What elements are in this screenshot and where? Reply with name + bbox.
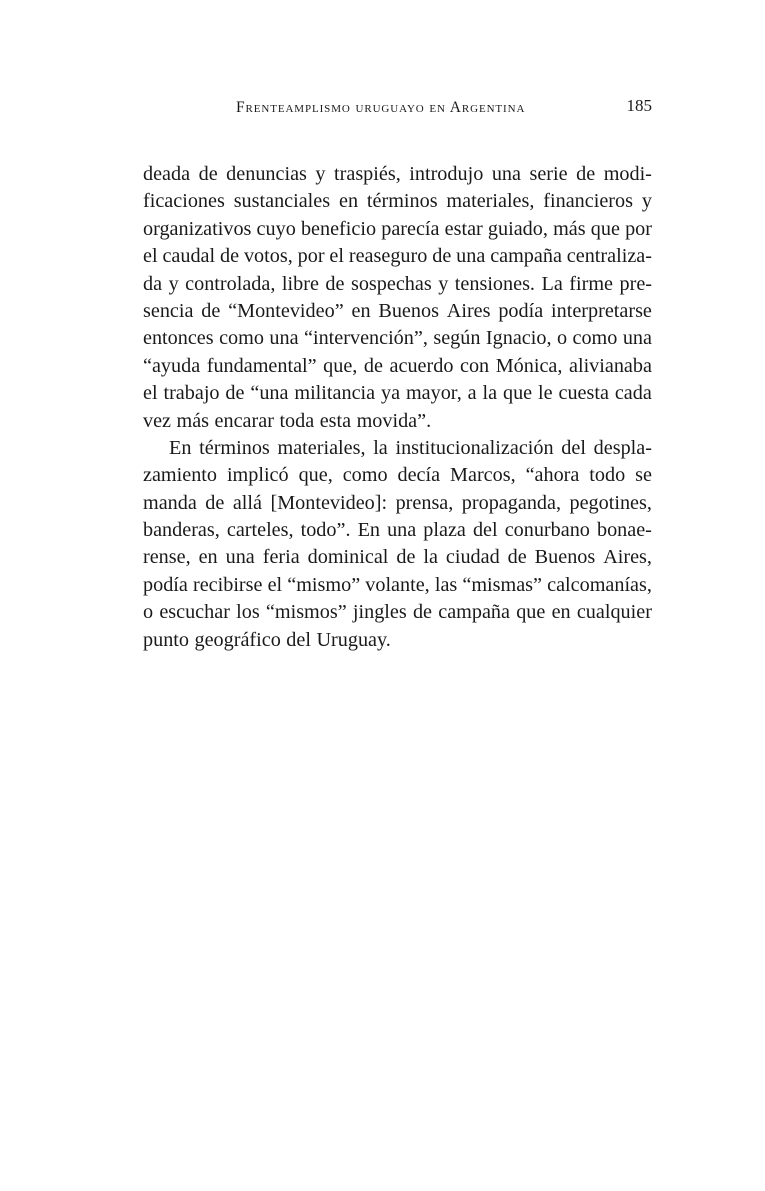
word: podía (498, 299, 544, 322)
text-line (143, 353, 652, 380)
word: firme (569, 272, 613, 295)
word: cuyo (256, 217, 296, 240)
word: Aires (446, 299, 491, 322)
word: feria (262, 546, 300, 569)
word: de (225, 382, 245, 405)
text-line (143, 572, 652, 599)
word: introdujo (409, 163, 484, 185)
word: que, (298, 464, 333, 487)
word: modi- (603, 163, 652, 185)
text-line (143, 298, 652, 325)
word: cuesta (558, 382, 609, 405)
word: recibirse (192, 573, 263, 596)
word: o (143, 601, 154, 624)
text-line (143, 161, 652, 188)
word: sospechas (350, 272, 432, 295)
word: sencia (143, 299, 194, 322)
running-header (140, 96, 652, 122)
word: las (434, 573, 458, 596)
word: da (143, 272, 163, 295)
text-line (143, 408, 652, 435)
word: pegotines, (569, 491, 652, 514)
word: vez (143, 409, 172, 432)
word: tensiones. (454, 272, 535, 295)
word: una (387, 519, 417, 542)
word: una (269, 327, 299, 350)
word: en (551, 601, 571, 624)
body-text (143, 161, 652, 654)
word: el (267, 573, 283, 596)
word: una (456, 245, 486, 268)
word: punto (143, 628, 189, 651)
word: plaza (423, 519, 466, 542)
word: manda (143, 491, 197, 514)
text-line (143, 216, 652, 243)
word: del (286, 628, 311, 651)
word: la (373, 436, 388, 459)
word: “intervención”, (304, 327, 428, 350)
word: calcomanías, (547, 573, 652, 596)
word: en (338, 190, 359, 213)
word: institucionalización (395, 436, 554, 459)
word: prensa, (395, 491, 454, 514)
word: de (325, 272, 345, 295)
word: como (572, 327, 618, 350)
word: votos, (243, 245, 293, 268)
word: a (467, 382, 477, 405)
word: alivianaba (569, 354, 652, 377)
word: con (460, 354, 490, 377)
word: trabajo (163, 382, 220, 405)
word: el (143, 382, 158, 405)
word: volante, (365, 573, 430, 596)
word: propaganda, (461, 491, 562, 514)
word: despla- (593, 436, 652, 459)
word: Buenos (378, 299, 439, 322)
word: Mónica, (495, 354, 563, 377)
word: Buenos (534, 546, 596, 569)
word: y (438, 272, 449, 295)
word: como (219, 327, 264, 350)
text-line (143, 243, 652, 270)
word: del (472, 519, 498, 542)
word: denuncias (226, 163, 307, 185)
word: caudal (162, 245, 216, 268)
word: cada (614, 382, 652, 405)
word: el (329, 245, 344, 268)
word: por (297, 245, 325, 268)
word: el (143, 245, 158, 268)
word: interpretarse (551, 299, 652, 322)
word: “mismas” (462, 573, 542, 596)
word: controlada, (185, 272, 276, 295)
word: militancia (294, 382, 376, 405)
word: “mismo” (287, 573, 361, 596)
text-line (143, 544, 652, 571)
word: acuerdo (389, 354, 454, 377)
word: que (502, 382, 533, 405)
text-line (143, 271, 652, 298)
word: conurbano (504, 519, 590, 542)
word: mayor, (405, 382, 462, 405)
word: de (205, 491, 225, 514)
word: “Montevideo” (228, 299, 344, 322)
word: le (538, 382, 553, 405)
word: [Montevideo]: (270, 491, 388, 514)
word: y (315, 163, 326, 185)
word: y (641, 190, 652, 213)
word: campaña (490, 245, 562, 268)
word: Ignacio, (485, 327, 552, 350)
text-line (143, 599, 652, 626)
word: toda (279, 409, 315, 432)
word: sustanciales (233, 190, 331, 213)
word: rense, (143, 546, 191, 569)
word: parecía (381, 217, 440, 240)
word: términos (366, 190, 438, 213)
word: materiales, (446, 190, 535, 213)
word: guiado, (487, 217, 548, 240)
word: que (590, 217, 620, 240)
word: ya (381, 382, 401, 405)
word: En (357, 519, 381, 542)
word: según (433, 327, 481, 350)
word: allá (232, 491, 262, 514)
word: de (576, 163, 596, 185)
word: de (432, 245, 452, 268)
word: de (201, 299, 221, 322)
word: en (198, 546, 218, 569)
word: por (625, 217, 652, 240)
word: centraliza- (566, 245, 652, 268)
text-line (143, 627, 652, 654)
word: la (423, 546, 438, 569)
word: “ahora (525, 464, 580, 487)
word: movida”. (356, 409, 432, 432)
word: esta (319, 409, 352, 432)
word: todo”. (300, 519, 351, 542)
word: en (351, 299, 371, 322)
word: se (635, 464, 652, 487)
word: de (396, 546, 416, 569)
word: serie (529, 163, 568, 185)
word: estar (444, 217, 483, 240)
word: más (553, 217, 586, 240)
word: En (169, 436, 192, 459)
word: “ayuda (143, 354, 201, 377)
word: ciudad (445, 546, 500, 569)
word: que, (323, 354, 358, 377)
word: bonae- (596, 519, 652, 542)
word: decía (397, 464, 441, 487)
word: términos (199, 436, 270, 459)
word: de (412, 601, 433, 624)
word: del (561, 436, 586, 459)
text-line (143, 325, 652, 352)
word: de (198, 163, 218, 185)
word: beneficio (300, 217, 377, 240)
word: todo (589, 464, 626, 487)
text-line (143, 462, 652, 489)
word: organizativos (143, 217, 252, 240)
word: zamiento (143, 464, 217, 487)
word: Marcos, (450, 464, 516, 487)
word: campaña (438, 601, 510, 624)
word: financieros (543, 190, 633, 213)
text-line (143, 435, 652, 462)
word: una (225, 546, 255, 569)
word: implicó (226, 464, 289, 487)
word: de (507, 546, 527, 569)
word: más (176, 409, 210, 432)
running-title: Frenteamplismo uruguayo en Argentina (236, 99, 526, 116)
word: los (236, 601, 260, 624)
word: deada (143, 163, 191, 185)
text-line (143, 380, 652, 407)
word: fundamental” (206, 354, 317, 377)
word: reaseguro (348, 245, 428, 268)
word: como (342, 464, 388, 487)
text-line (143, 188, 652, 215)
word: de (363, 354, 383, 377)
word: materiales, (277, 436, 366, 459)
word: y (168, 272, 179, 295)
word: podía (143, 573, 188, 596)
word: que (516, 601, 546, 624)
word: Aires, (603, 546, 652, 569)
word: “una (250, 382, 289, 405)
word: La (541, 272, 563, 295)
word: libre (281, 272, 319, 295)
word: carteles, (226, 519, 294, 542)
word: traspiés, (334, 163, 401, 185)
word: “mismos” (265, 601, 347, 624)
word: cualquier (576, 601, 652, 624)
word: una (491, 163, 521, 185)
word: ficaciones (143, 190, 225, 213)
word: encarar (214, 409, 274, 432)
word: una (622, 327, 652, 350)
word: o (556, 327, 568, 350)
word: dominical (307, 546, 389, 569)
word: Uruguay. (316, 628, 391, 651)
word: geográfico (194, 628, 281, 651)
word: escuchar (159, 601, 230, 624)
word: pre- (619, 272, 652, 295)
page-number: 185 (626, 96, 652, 115)
text-line (143, 517, 652, 544)
text-line (143, 490, 652, 517)
word: banderas, (143, 519, 220, 542)
word: la (482, 382, 498, 405)
word: jingles (352, 601, 407, 624)
word: de (220, 245, 240, 268)
word: entonces (143, 327, 214, 350)
